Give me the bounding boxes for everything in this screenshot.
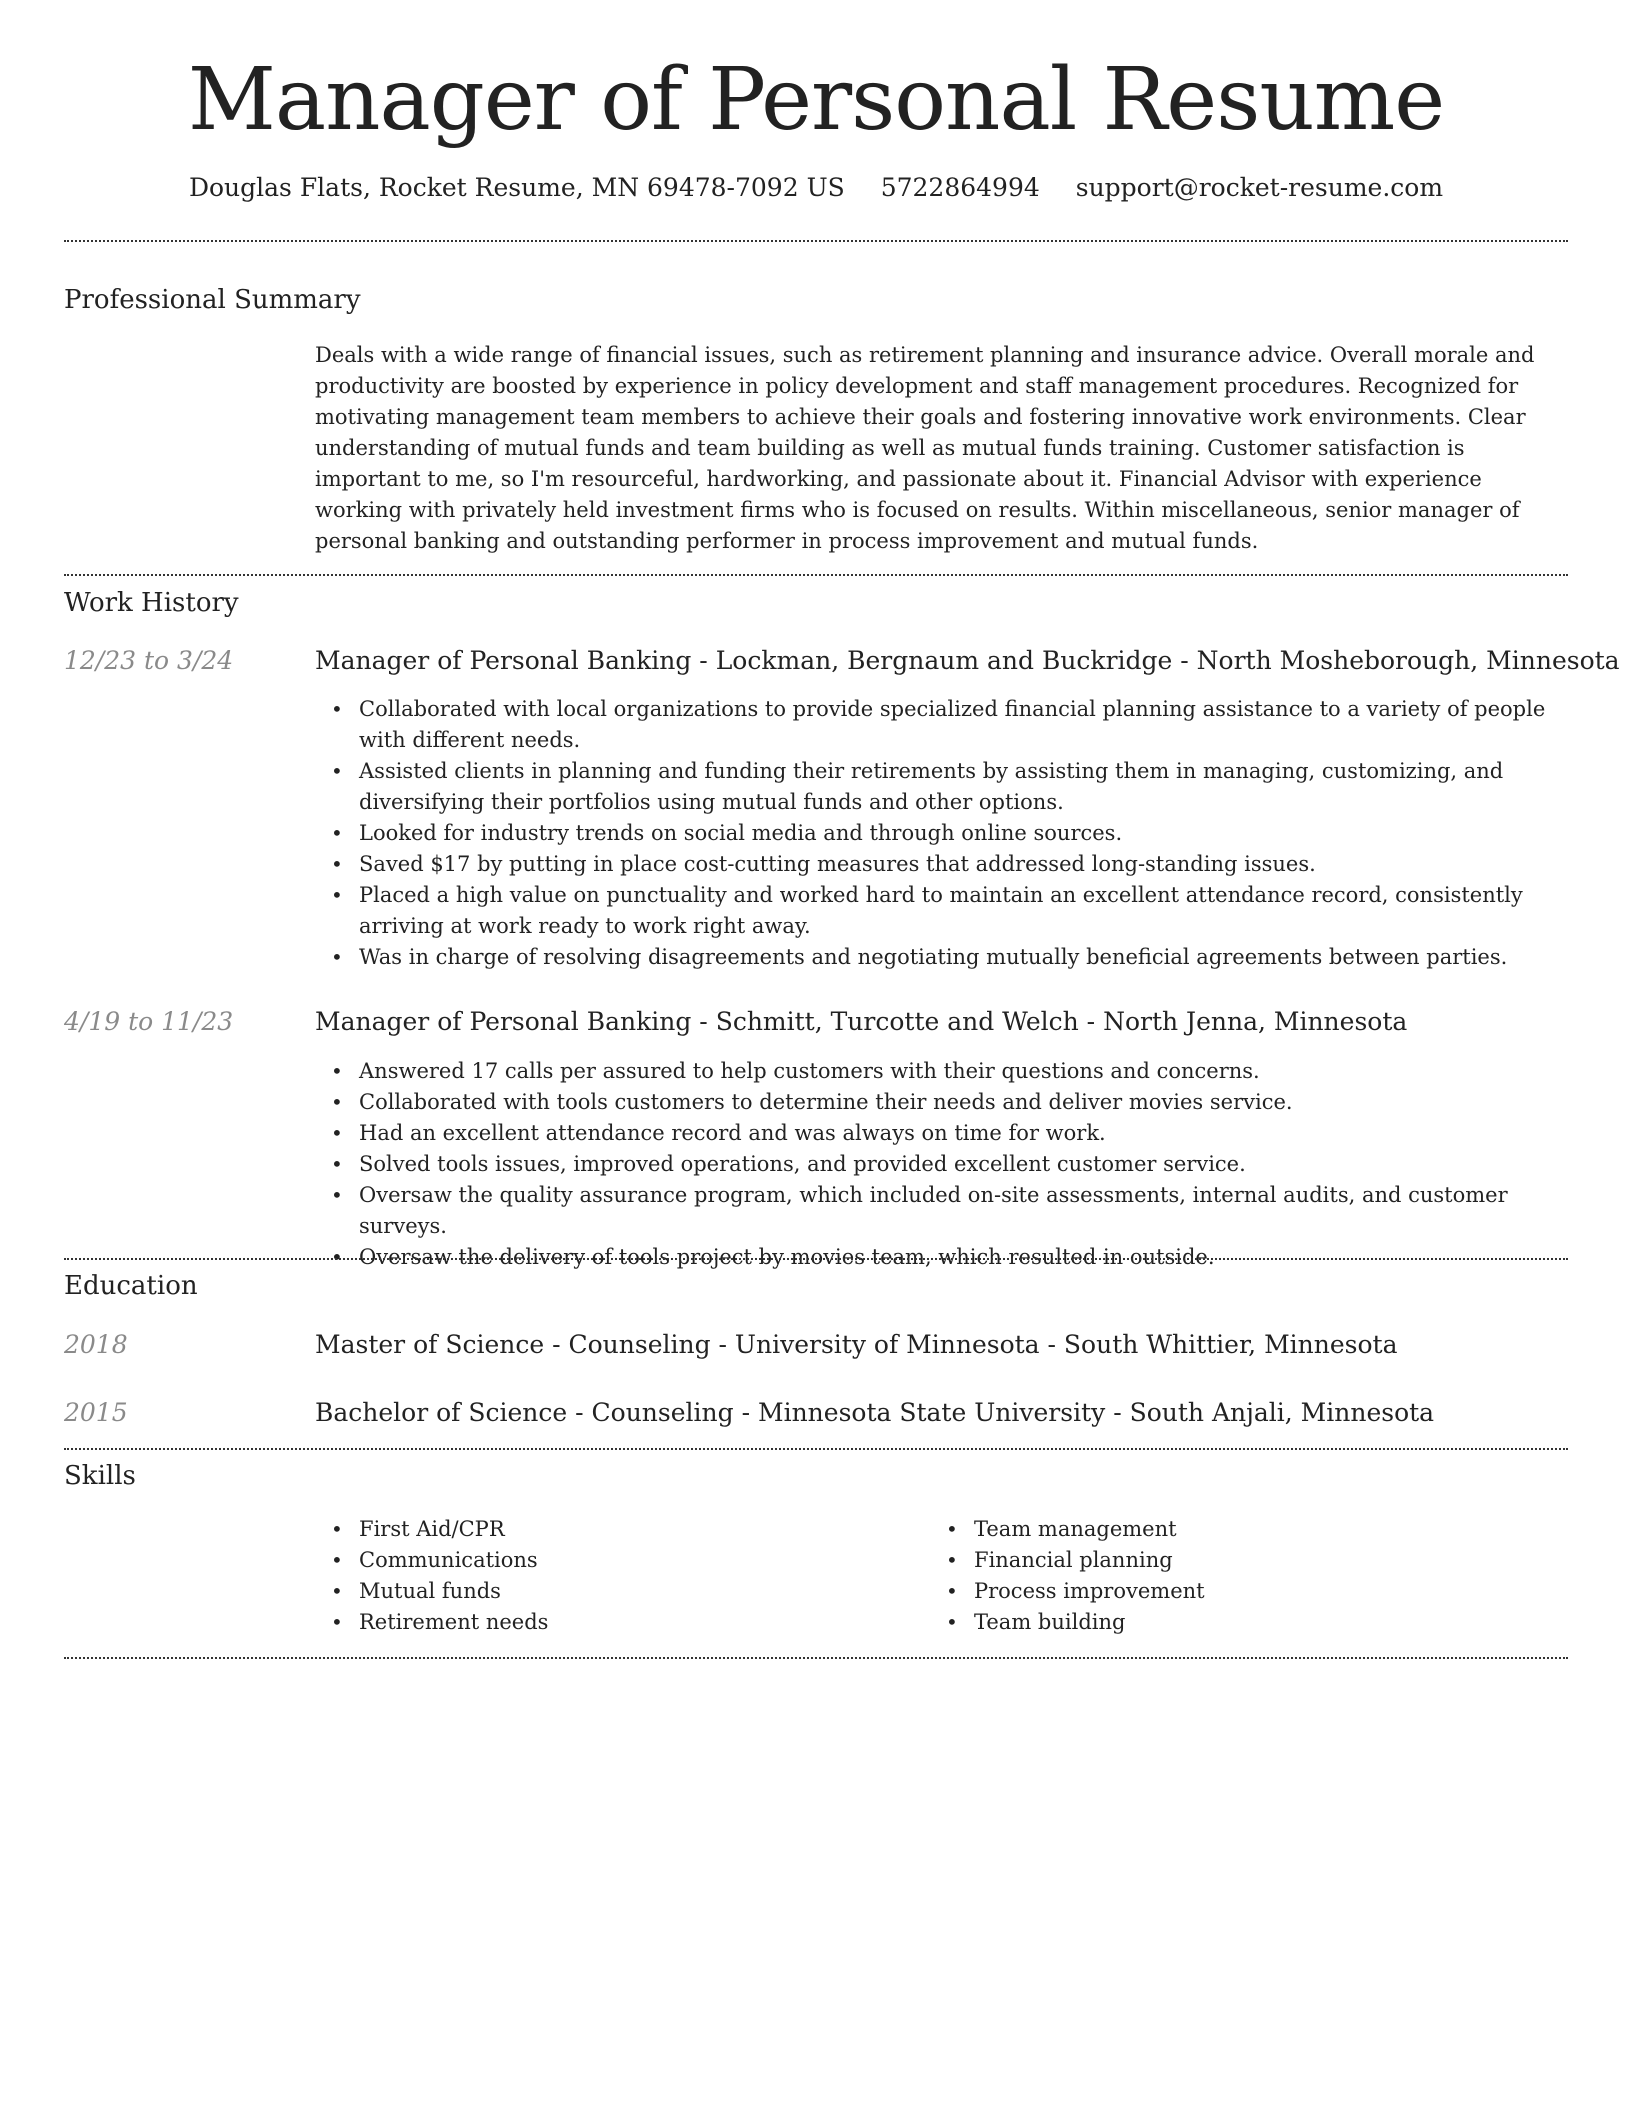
degree: Master of Science - Counseling — [315, 1330, 711, 1359]
list-item: • Assisted clients in planning and funding their retirements by assisting them in managing, customizing, and diversifying their portfolios using mutual funds and other options. — [315, 756, 1555, 818]
skill-item: • Team management — [930, 1514, 1490, 1545]
contact-line — [0, 170, 1632, 206]
skills-list-left — [315, 1514, 875, 1638]
education-year: 2018 — [64, 1330, 128, 1359]
skill-item: • Team building — [930, 1607, 1490, 1638]
job-dates: 12/23 to 3/24 — [64, 646, 234, 675]
job-dates: 4/19 to 11/23 — [64, 1007, 234, 1036]
skill-item: • Process improvement — [930, 1576, 1490, 1607]
school-details: - University of Minnesota - South Whittier, Minnesota — [710, 1330, 1398, 1359]
job-title: Manager of Personal Banking — [315, 646, 692, 675]
contact-phone: 5722864994 — [880, 173, 1040, 202]
job-details: - Lockman, Bergnaum and Buckridge - North Mosheborough, Minnesota — [691, 646, 1620, 675]
resume-title: Manager of Personal Resume — [187, 50, 1445, 150]
list-item: • Oversaw the quality assurance program, which included on-site assessments, internal audits, and customer surveys. — [315, 1180, 1555, 1242]
list-item: • Collaborated with local organizations to provide specialized financial planning assistance to a variety of people with different needs. — [315, 694, 1555, 756]
job-title: Manager of Personal Banking — [315, 1007, 692, 1036]
education-entry — [315, 1396, 1565, 1430]
job-heading — [315, 644, 1620, 678]
list-item: • Solved tools issues, improved operations, and provided excellent customer service. — [315, 1149, 1555, 1180]
list-item: • Looked for industry trends on social media and through online sources. — [315, 818, 1555, 849]
section-divider — [64, 1657, 1568, 1659]
skill-item: • Retirement needs — [315, 1607, 875, 1638]
section-divider — [64, 574, 1568, 576]
section-divider — [64, 1448, 1568, 1450]
skill-item: • Financial planning — [930, 1545, 1490, 1576]
skill-item: • Mutual funds — [315, 1576, 875, 1607]
list-item: • Was in charge of resolving disagreements and negotiating mutually beneficial agreements between parties. — [315, 942, 1555, 973]
skills-heading: Skills — [64, 1461, 136, 1491]
education-entry — [315, 1328, 1565, 1362]
skills-list-right — [930, 1514, 1490, 1638]
degree: Bachelor of Science - Counseling — [315, 1398, 734, 1427]
job-heading — [315, 1005, 1565, 1039]
list-item: • Answered 17 calls per assured to help customers with their questions and concerns. — [315, 1056, 1555, 1087]
summary-heading: Professional Summary — [64, 285, 361, 315]
school-details: - Minnesota State University - South Anjali, Minnesota — [733, 1398, 1435, 1427]
skill-item: • Communications — [315, 1545, 875, 1576]
contact-email: support@rocket-resume.com — [1075, 173, 1444, 202]
skill-item: • First Aid/CPR — [315, 1514, 875, 1545]
summary-text: Deals with a wide range of financial issues, such as retirement planning and insurance advice. Overall morale and productivity are boosted by experience in policy development and staff management procedures. Recognized for motivating management team members to achieve their goals and fostering innovative work environments. Clear understanding of mutual funds and team building as well as mutual funds training. Customer satisfaction is important to me, so I'm resourceful, hardworking, and passionate about it. Financial Advisor with experience working with privately held investment firms who is focused on results. Within miscellaneous, senior manager of personal banking and outstanding performer in process improvement and mutual funds. — [315, 343, 1535, 553]
list-item: • Had an excellent attendance record and was always on time for work. — [315, 1118, 1555, 1149]
job-details: - Schmitt, Turcotte and Welch - North Jenna, Minnesota — [691, 1007, 1408, 1036]
education-heading: Education — [64, 1271, 198, 1301]
section-divider — [64, 1258, 1568, 1260]
contact-address: Douglas Flats, Rocket Resume, MN 69478-7092 US — [188, 173, 845, 202]
section-divider — [64, 240, 1568, 242]
list-item: • Saved $17 by putting in place cost-cutting measures that addressed long-standing issues. — [315, 849, 1555, 880]
list-item: • Placed a high value on punctuality and worked hard to maintain an excellent attendance record, consistently arriving at work ready to work right away. — [315, 880, 1555, 942]
education-year: 2015 — [64, 1398, 128, 1427]
list-item: • Oversaw the delivery of tools project by movies team, which resulted in outside. — [315, 1242, 1555, 1273]
list-item: • Collaborated with tools customers to determine their needs and deliver movies service. — [315, 1087, 1555, 1118]
job-bullets — [315, 1056, 1555, 1273]
work-history-heading: Work History — [64, 588, 239, 618]
job-bullets — [315, 694, 1555, 973]
